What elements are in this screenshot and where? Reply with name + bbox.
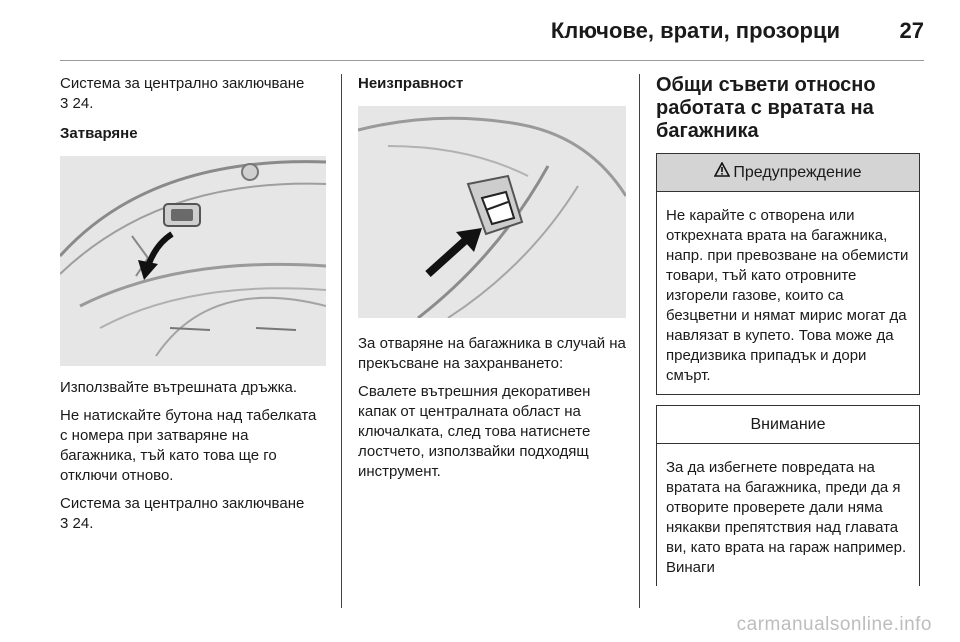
caution-box-text: За да избегнете повредата на вратата на багажника, преди да я отворите проверете дали няма някакви препятствия над главата ви, като врата на гараж например. Винаги <box>666 459 907 576</box>
section-title-general-tips: Общи съвети относно работата с вратата на багажника <box>656 74 876 142</box>
tailgate-interior-drawing <box>60 156 326 366</box>
caution-box-header <box>657 406 919 444</box>
warning-box-header <box>657 154 919 192</box>
page-number: 27 <box>899 18 924 43</box>
caution-box <box>656 405 920 586</box>
page-title: Ключове, врати, прозорци <box>550 18 840 43</box>
warning-box-text: Не карайте с отворена или открехната врата на багажника, напр. при превозване на обемисти товари, тъй като отровните изгорели газове, които са безцветни и нямат мирис могат да навлязат в купето. Това може да предизвика припадък и дори смърт. <box>666 207 909 384</box>
section-heading-malfunction: Неизправност <box>358 75 464 92</box>
cross-reference-text: Система за централно заключване <box>60 495 305 512</box>
cross-reference-page: 3 24. <box>60 515 94 532</box>
section-heading-closing: Затваряне <box>60 125 138 142</box>
column-divider <box>341 74 342 608</box>
emergency-release-illustration <box>358 106 626 318</box>
column-general-tips <box>656 74 920 596</box>
instruction-do-not-press-button: Не натискайте бутона над табелката с номера при затваряне на багажника, тъй като това ще го отключи отново. <box>60 407 317 484</box>
site-watermark: carmanualsonline.info <box>736 614 932 635</box>
column-malfunction <box>358 74 628 490</box>
power-failure-intro: За отваряне на багажника в случай на прекъсване на захранването: <box>358 335 626 372</box>
tailgate-closing-illustration <box>60 156 326 366</box>
caution-box-title: Внимание <box>750 415 826 433</box>
warning-box <box>656 153 920 395</box>
page-header <box>0 0 960 62</box>
column-divider <box>639 74 640 608</box>
header-rule <box>60 60 924 61</box>
power-failure-instructions: Свалете вътрешния декоративен капак от централната област на ключалката, след това натиснете лостчето, използвайки подходящ инструмент. <box>358 383 591 480</box>
cross-reference-page: 3 24. <box>60 95 94 112</box>
warning-box-title: Предупреждение <box>733 163 862 181</box>
cross-reference-text: Система за централно заключване <box>60 75 305 92</box>
lock-release-lever-drawing <box>358 106 626 318</box>
cross-reference <box>60 74 326 114</box>
column-closing <box>60 74 326 542</box>
warning-triangle-icon <box>714 162 730 183</box>
cross-reference <box>60 494 326 534</box>
instruction-use-handle: Използвайте вътрешната дръжка. <box>60 379 298 396</box>
